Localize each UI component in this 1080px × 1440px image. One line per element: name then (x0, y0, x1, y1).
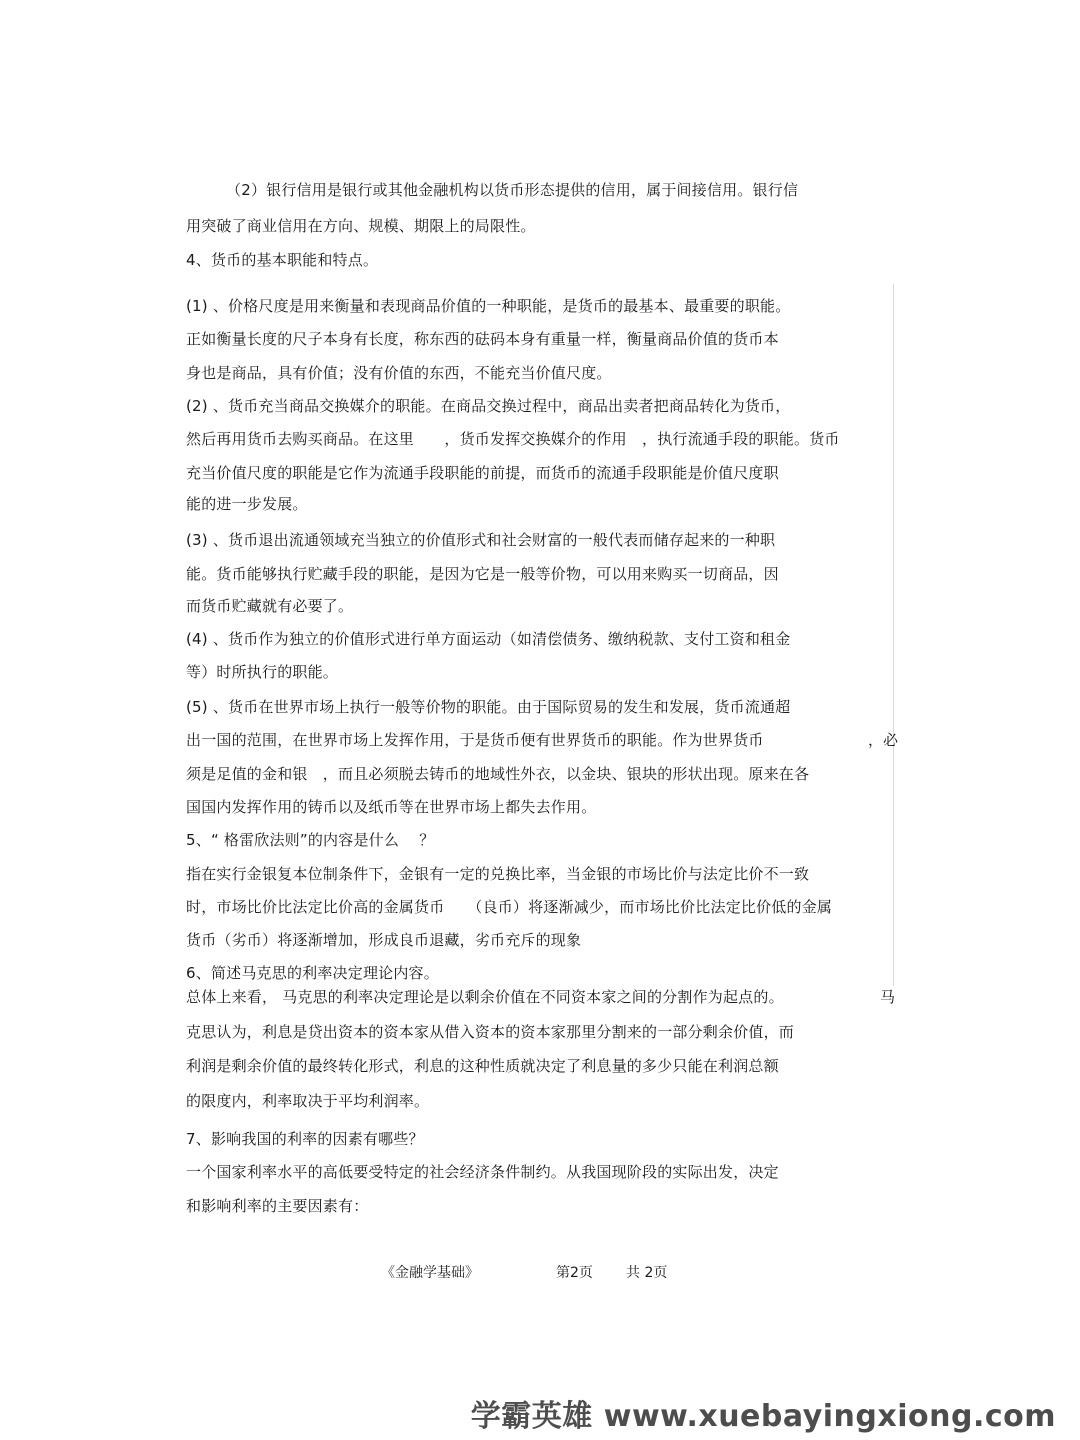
paragraph-line: 能的进一步发展。 (186, 495, 308, 513)
section-heading: 4、货币的基本职能和特点。 (186, 251, 379, 269)
footer-book-title: 《金融学基础》 (381, 1265, 479, 1281)
paragraph-line: 充当价值尺度的职能是它作为流通手段职能的前提，而货币的流通手段职能是价值尺度职 (186, 464, 779, 482)
paragraph-line: 货币（劣币）将逐渐增加，形成良币退藏，劣币充斥的现象 (186, 931, 582, 949)
line-tail-fragment: ，必 (868, 731, 899, 749)
paragraph-line: 利润是剩余价值的最终转化形式，利息的这种性质就决定了利息量的多少只能在利润总额 (186, 1057, 779, 1075)
section-heading: 5、“ 格雷欣法则”的内容是什么 ？ (186, 831, 435, 849)
paragraph-line: 用突破了商业信用在方向、规模、期限上的局限性。 (186, 217, 536, 235)
paragraph-line: (4) 、货币作为独立的价值形式进行单方面运动（如清偿债务、缴纳税款、支付工资和租金 (186, 630, 791, 648)
paragraph-line: 一个国家利率水平的高低要受特定的社会经济条件制约。从我国现阶段的实际出发，决定 (186, 1163, 779, 1181)
paragraph-line: 正如衡量长度的尺子本身有长度，称东西的砝码本身有重量一样，衡量商品价值的货币本 (186, 330, 779, 348)
paragraph-line: 和影响利率的主要因素有： (186, 1197, 369, 1215)
paragraph-line: 出一国的范围，在世界市场上发挥作用，于是货币便有世界货币的职能。作为世界货币 (186, 731, 764, 749)
paragraph-line: 克思认为，利息是贷出资本的资本家从借入资本的资本家那里分割来的一部分剩余价值，而 (186, 1023, 795, 1041)
section-heading: 6、简述马克思的利率决定理论内容。 (186, 964, 439, 982)
paragraph-line: 指在实行金银复本位制条件下，金银有一定的兑换比率，当金银的市场比价与法定比价不一致 (186, 865, 810, 883)
paragraph-line: (1) 、价格尺度是用来衡量和表现商品价值的一种职能，是货币的最基本、最重要的职能。 (186, 297, 791, 315)
paragraph-line: 须是足值的金和银 ，而且必须脱去铸币的地域性外衣，以金块、银块的形状出现。原来在各 (186, 765, 810, 783)
paragraph-line: 能。货币能够执行贮藏手段的职能，是因为它是一般等价物，可以用来购买一切商品，因 (186, 565, 779, 583)
paragraph-line: (3) 、货币退出流通领域充当独立的价值形式和社会财富的一般代表而储存起来的一种职 (186, 531, 776, 549)
watermark-text: 学霸英雄 www.xuebayingxiong.com (470, 1399, 1056, 1434)
paragraph-line: 而货币贮藏就有必要了。 (186, 597, 354, 615)
footer-page-number: 第2页 (556, 1265, 593, 1281)
paragraph-line: 国国内发挥作用的铸币以及纸币等在世界市场上都失去作用。 (186, 798, 597, 816)
paragraph-line: 的限度内，利率取决于平均利润率。 (186, 1092, 430, 1110)
paragraph-line: 时，市场比价比法定比价高的金属货币 （良币）将逐渐减少，而市场比价比法定比价低的金属 (186, 898, 833, 916)
paragraph-line: （2）银行信用是银行或其他金融机构以货币形态提供的信用，属于间接信用。银行信 (226, 181, 799, 199)
line-tail-fragment: 马 (880, 988, 896, 1006)
paragraph-line: 然后再用货币去购买商品。在这里 ，货币发挥交换媒介的作用 ，执行流通手段的职能。货币 (186, 430, 840, 448)
margin-rule (893, 284, 894, 986)
paragraph-line: (2) 、货币充当商品交换媒介的职能。在商品交换过程中，商品出卖者把商品转化为货币， (186, 397, 791, 415)
paragraph-line: (5) 、货币在世界市场上执行一般等价物的职能。由于国际贸易的发生和发展，货币流通超 (186, 698, 791, 716)
section-heading: 7、影响我国的利率的因素有哪些？ (186, 1130, 424, 1148)
footer-total-pages: 共 2页 (626, 1265, 668, 1281)
paragraph-line: 等）时所执行的职能。 (186, 663, 339, 681)
paragraph-line: 身也是商品，具有价值；没有价值的东西，不能充当价值尺度。 (186, 364, 612, 382)
paragraph-line: 总体上来看， 马克思的利率决定理论是以剩余价值在不同资本家之间的分割作为起点的。 (186, 988, 784, 1006)
